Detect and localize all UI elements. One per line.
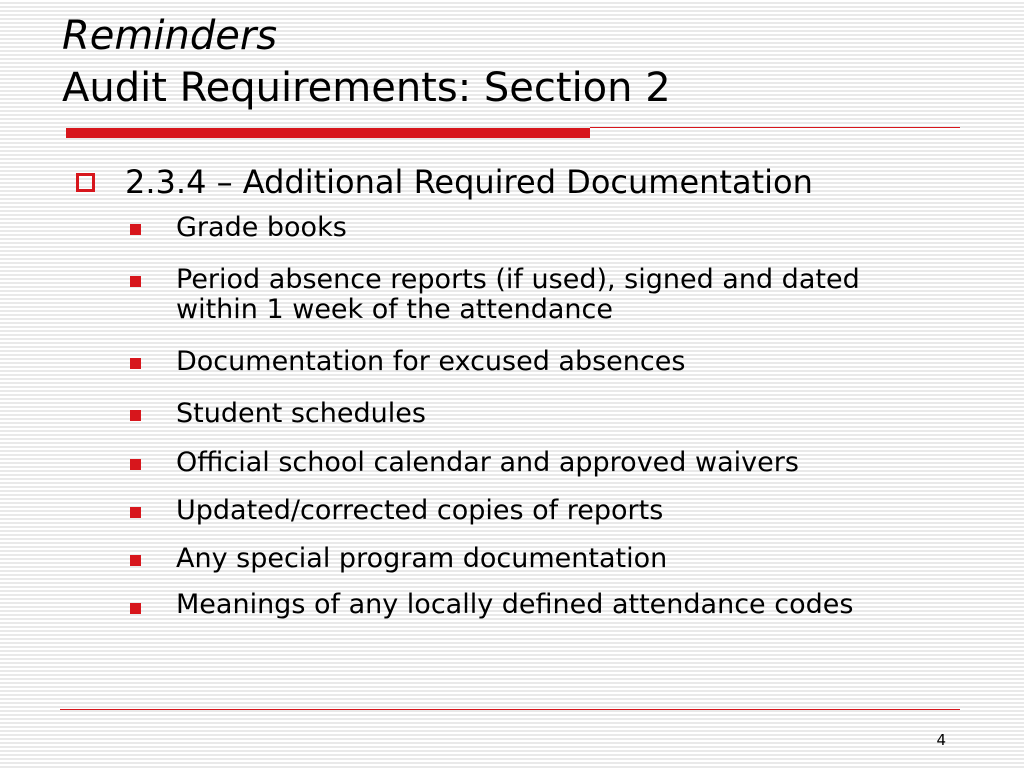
filled-square-bullet-icon: [130, 603, 141, 614]
list-item-text: Grade books: [176, 212, 347, 243]
requirements-list: [130, 213, 930, 618]
filled-square-bullet-icon: [130, 410, 141, 421]
section-heading-item: [76, 160, 976, 204]
footer-divider: [60, 709, 960, 710]
filled-square-bullet-icon: [130, 459, 141, 470]
list-item: [130, 213, 930, 243]
filled-square-bullet-icon: [130, 276, 141, 287]
filled-square-bullet-icon: [130, 555, 141, 566]
list-item: [130, 589, 930, 620]
list-item-text: Official school calendar and approved waivers: [176, 447, 799, 478]
title-underline-thick: [66, 128, 590, 138]
list-item-text: Period absence reports (if used), signed and dated within 1 week of the attendance: [176, 264, 860, 325]
list-item: [130, 544, 930, 574]
filled-square-bullet-icon: [130, 224, 141, 235]
list-item: [130, 448, 930, 478]
list-item: [130, 265, 930, 325]
title-line-reminders: Reminders: [62, 13, 278, 59]
title-line-audit-requirements: Audit Requirements: Section 2: [62, 65, 671, 111]
list-item-text: Any special program documentation: [176, 543, 668, 574]
list-item: [130, 399, 930, 429]
page-number: 4: [936, 731, 946, 749]
slide-title: [62, 10, 962, 114]
hollow-square-bullet-icon: [76, 173, 95, 192]
list-item-text: Documentation for excused absences: [176, 346, 686, 377]
title-underline-thin: [590, 127, 960, 128]
list-item: [130, 347, 930, 377]
list-item-text: Updated/corrected copies of reports: [176, 495, 664, 526]
list-item-text: Student schedules: [176, 398, 426, 429]
filled-square-bullet-icon: [130, 507, 141, 518]
section-heading: 2.3.4 – Additional Required Documentation: [125, 163, 813, 201]
list-item: [130, 496, 930, 526]
list-item-text: Meanings of any locally defined attendance codes: [176, 589, 854, 620]
filled-square-bullet-icon: [130, 358, 141, 369]
